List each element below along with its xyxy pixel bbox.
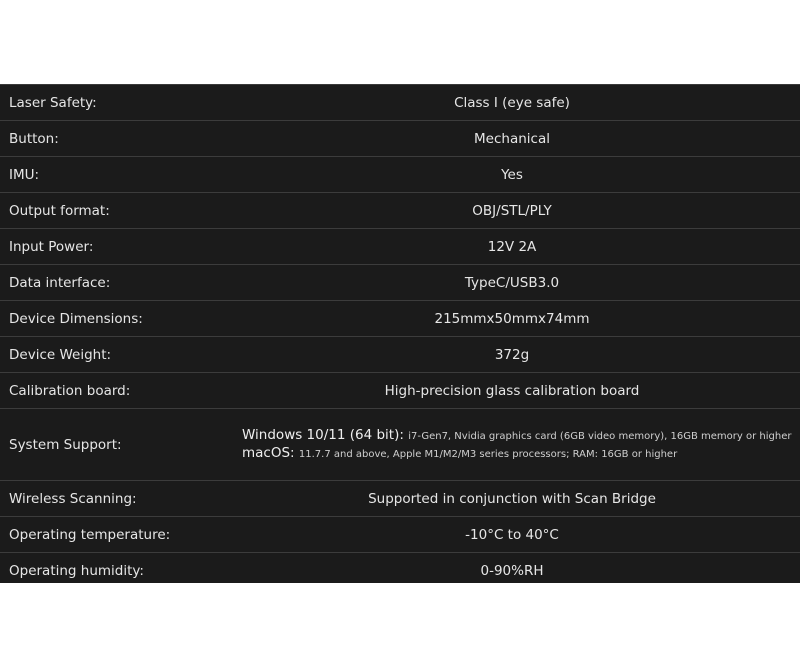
spec-value: Supported in conjunction with Scan Bridge [368,490,656,507]
spec-label: Operating temperature: [9,526,171,543]
spec-label: Input Power: [9,238,94,255]
macos-label: macOS: [242,444,295,461]
specifications-table [0,84,800,583]
spec-value: Yes [501,166,523,183]
spec-value: 12V 2A [487,238,537,255]
spec-value: 372g [494,346,530,363]
spec-label: System Support: [9,436,122,453]
spec-value: 0-90%RH [480,563,544,579]
spec-value: Mechanical [474,130,550,147]
spec-label: IMU: [9,166,40,183]
spec-label: Button: [9,130,59,147]
windows-label: Windows 10/11 (64 bit): [242,426,404,443]
spec-row-input-power [0,229,800,265]
spec-label: Wireless Scanning: [9,490,137,507]
spec-label: Calibration board: [9,382,131,399]
spec-row-imu [0,157,800,193]
spec-value: OBJ/STL/PLY [472,202,552,219]
spec-label: Device Weight: [9,346,112,363]
windows-detail: i7-Gen7, Nvidia graphics card (6GB video memory), 16GB memory or higher [408,430,792,442]
spec-value: 215mmx50mmx74mm [434,310,590,327]
spec-value: Class I (eye safe) [454,94,570,111]
spec-row-operating-temperature [0,517,800,553]
macos-requirements [242,445,792,463]
windows-requirements [242,427,792,445]
spec-row-device-weight [0,337,800,373]
spec-label: Data interface: [9,274,111,291]
spec-row-laser-safety [0,85,800,121]
spec-row-data-interface [0,265,800,301]
spec-row-output-format [0,193,800,229]
spec-row-operating-humidity [0,553,800,583]
spec-label: Device Dimensions: [9,310,143,327]
macos-detail: 11.7.7 and above, Apple M1/M2/M3 series processors; RAM: 16GB or higher [298,448,678,460]
spec-row-device-dimensions [0,301,800,337]
spec-value: -10°C to 40°C [465,526,559,543]
spec-label: Output format: [9,202,110,219]
spec-label: Operating humidity: [9,563,144,579]
spec-row-button [0,121,800,157]
spec-value: TypeC/USB3.0 [464,274,560,291]
spec-row-wireless-scanning [0,481,800,517]
spec-value: High-precision glass calibration board [384,382,640,399]
spec-value-system-support [232,427,800,463]
spec-label: Laser Safety: [9,94,97,111]
spec-row-system-support [0,409,800,481]
spec-row-calibration-board [0,373,800,409]
